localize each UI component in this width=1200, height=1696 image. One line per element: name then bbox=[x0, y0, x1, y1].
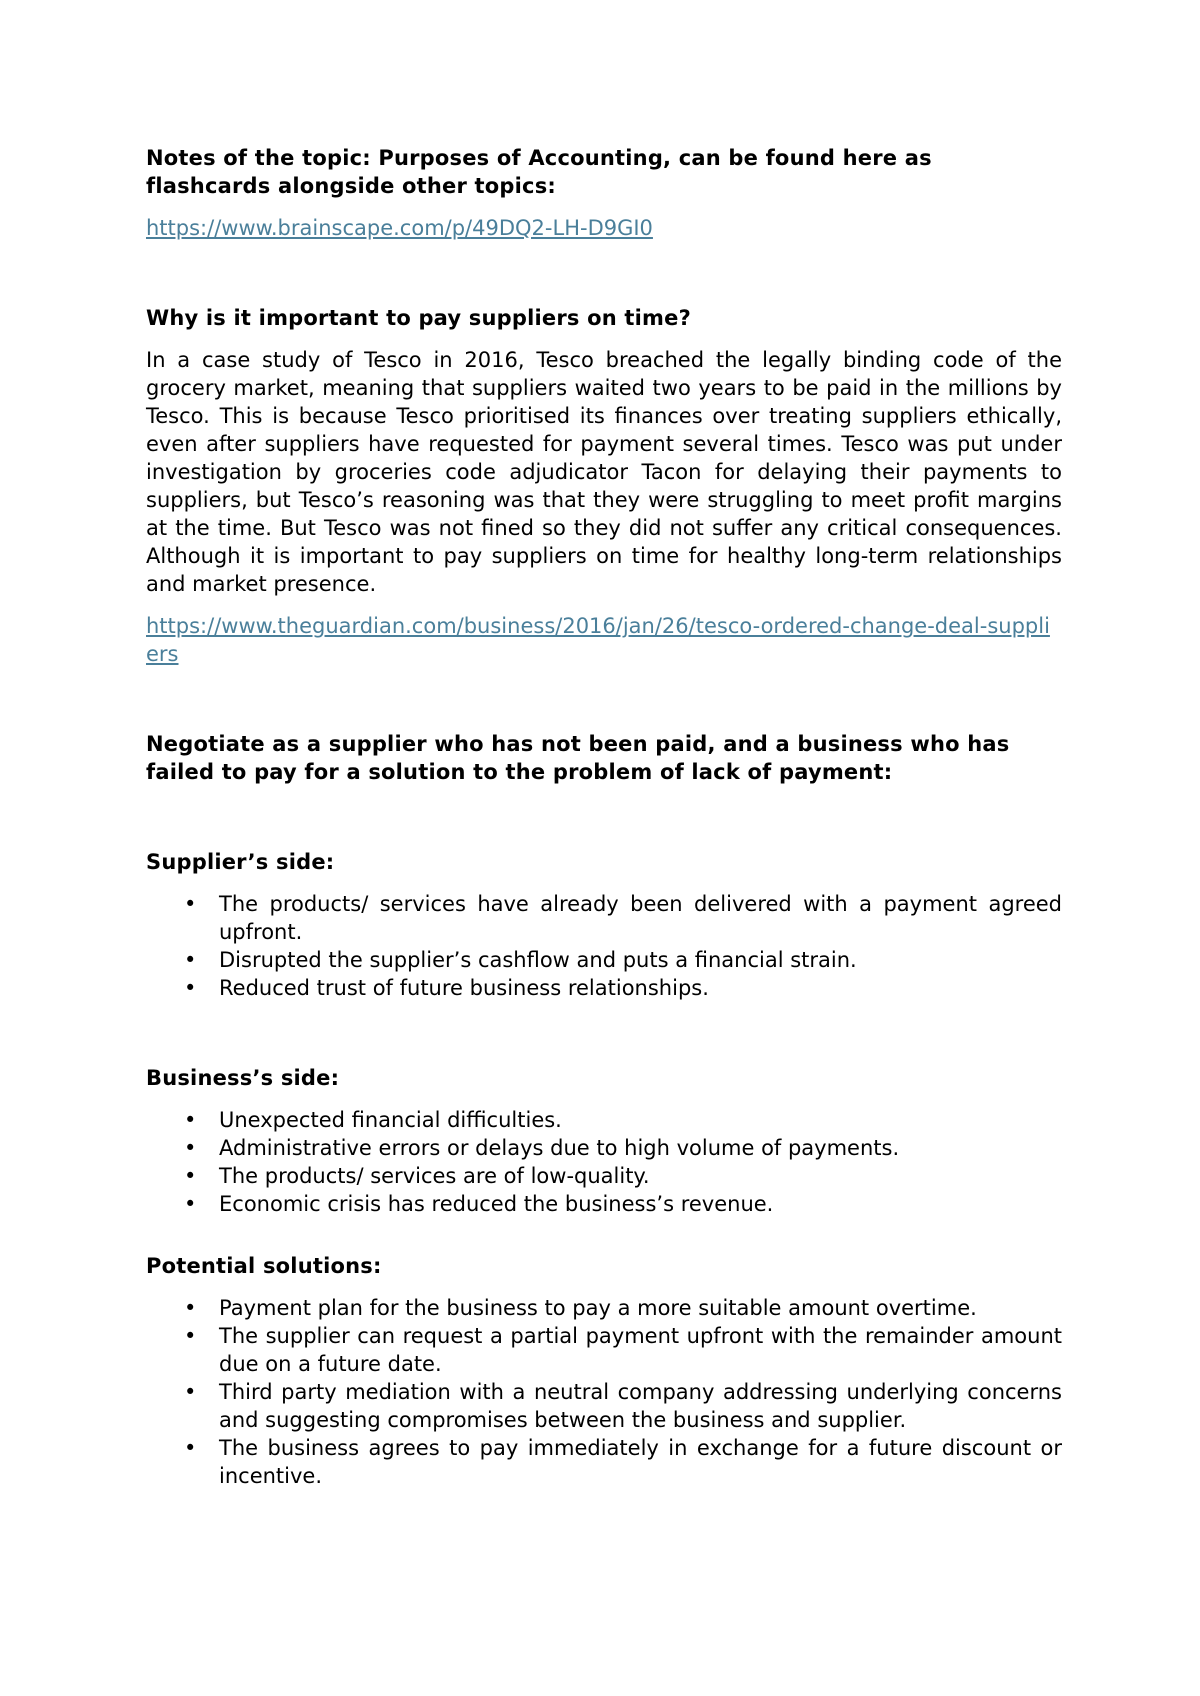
bullet-icon: • bbox=[184, 1380, 197, 1404]
why-heading: Why is it important to pay suppliers on time? bbox=[146, 306, 691, 330]
supplier-list bbox=[146, 890, 1062, 1002]
solutions-heading: Potential solutions: bbox=[146, 1254, 382, 1278]
business-heading: Business’s side: bbox=[146, 1066, 340, 1090]
bullet-icon: • bbox=[184, 1296, 197, 1320]
list-item: • Disrupted the supplier’s cashflow and puts a financial strain. bbox=[184, 948, 857, 972]
list-item: • The supplier can request a partial payment upfront with the remainder amount due on a future date. bbox=[184, 1324, 1062, 1376]
bullet-icon: • bbox=[184, 1164, 197, 1188]
bullet-icon: • bbox=[184, 1436, 197, 1460]
tesco-case-paragraph: In a case study of Tesco in 2016, Tesco breached the legally binding code of the grocery market, meaning that suppliers waited two years to be paid in the millions by Tesco. This is because Tesco prioritised its finances over treating suppliers ethically, even after suppliers have requested for payment several times. Tesco was put under investigation by groceries code adjudicator Tacon for delaying their payments to suppliers, but Tesco’s reasoning was that they were struggling to meet profit margins at the time. But Tesco was not fined so they did not suffer any critical consequences. Although it is important to pay suppliers on time for healthy long-term relationships and market presence. bbox=[146, 348, 1062, 596]
bullet-icon: • bbox=[184, 1108, 197, 1132]
supplier-heading: Supplier’s side: bbox=[146, 850, 335, 874]
intro-heading: Notes of the topic: Purposes of Accounting, can be found here as flashcards alongside other topics: bbox=[146, 146, 932, 198]
bullet-icon: • bbox=[184, 948, 197, 972]
bullet-icon: • bbox=[184, 976, 197, 1000]
brainscape-link[interactable]: https://www.brainscape.com/p/49DQ2-LH-D9GI0 bbox=[146, 216, 653, 240]
list-item: • Third party mediation with a neutral company addressing underlying concerns and suggesting compromises between the business and supplier. bbox=[184, 1380, 1062, 1432]
list-item: • Payment plan for the business to pay a more suitable amount overtime. bbox=[184, 1296, 977, 1320]
guardian-link[interactable]: https://www.theguardian.com/business/2016/jan/26/tesco-ordered-change-deal-suppliers bbox=[146, 614, 1050, 666]
list-item: • Unexpected financial difficulties. bbox=[184, 1108, 562, 1132]
bullet-icon: • bbox=[184, 1192, 197, 1216]
bullet-icon: • bbox=[184, 1324, 197, 1348]
list-item: • Reduced trust of future business relationships. bbox=[184, 976, 709, 1000]
bullet-icon: • bbox=[184, 1136, 197, 1160]
bullet-icon: • bbox=[184, 892, 197, 916]
list-item: • Administrative errors or delays due to high volume of payments. bbox=[184, 1136, 900, 1160]
list-item: • Economic crisis has reduced the business’s revenue. bbox=[184, 1192, 774, 1216]
list-item: • The products/ services have already been delivered with a payment agreed upfront. bbox=[184, 892, 1062, 944]
business-list bbox=[146, 1106, 1062, 1218]
solutions-list bbox=[146, 1294, 1062, 1490]
negotiate-heading: Negotiate as a supplier who has not been paid, and a business who has failed to pay for a solution to the problem of lack of payment: bbox=[146, 732, 1010, 784]
list-item: • The business agrees to pay immediately in exchange for a future discount or incentive. bbox=[184, 1436, 1062, 1488]
document-page bbox=[146, 144, 1062, 1490]
list-item: • The products/ services are of low-quality. bbox=[184, 1164, 650, 1188]
